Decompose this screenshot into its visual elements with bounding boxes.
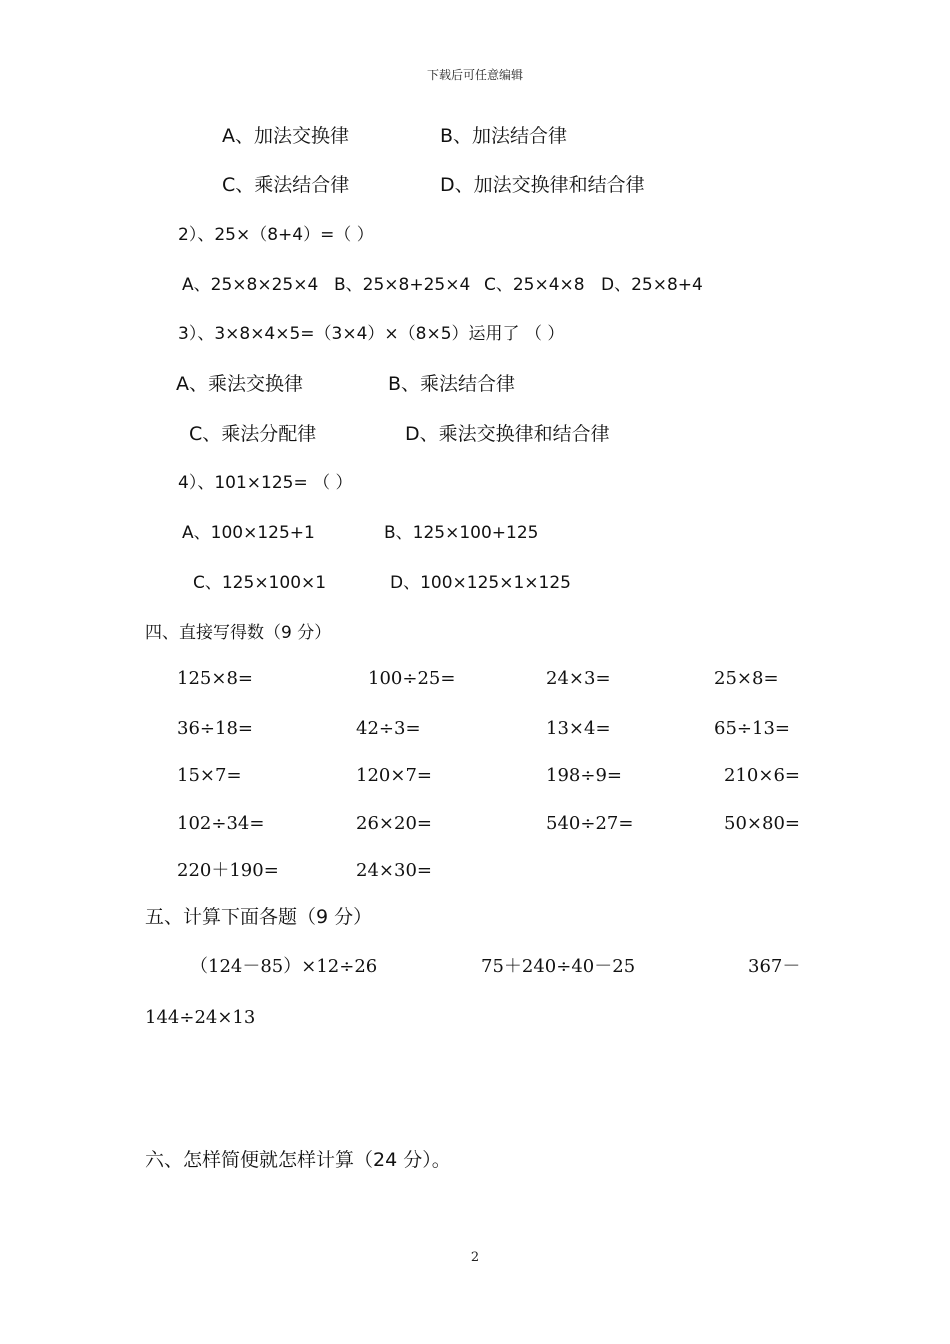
- q4-option-d: D、100×125×1×125: [390, 573, 571, 593]
- s4-item: 102÷34=: [177, 813, 265, 834]
- s4-item: 13×4=: [546, 718, 611, 739]
- q3-stem: 3）、3×8×4×5=（3×4）×（8×5）运用了 （ ）: [178, 324, 565, 344]
- page-header: 下载后可任意编辑: [426, 68, 523, 82]
- s4-item: 210×6=: [724, 765, 800, 786]
- s4-item: 100÷25=: [368, 668, 456, 689]
- section4-title: 四、直接写得数（9 分）: [145, 623, 332, 643]
- q2-option-c: C、25×4×8: [484, 275, 585, 295]
- q2-option-a: A、25×8×25×4: [182, 275, 319, 295]
- s4-item: 24×30=: [356, 860, 432, 881]
- s5-expression-3a: 367－: [748, 956, 801, 977]
- q3-option-b: B、乘法结合律: [388, 373, 516, 395]
- s5-expression-3b: 144÷24×13: [145, 1007, 256, 1028]
- q4-option-c: C、125×100×1: [193, 573, 327, 593]
- q4-option-a: A、100×125+1: [182, 523, 315, 543]
- q2-option-d: D、25×8+4: [601, 275, 703, 295]
- s4-item: 36÷18=: [177, 718, 253, 739]
- q1-option-c: C、乘法结合律: [222, 174, 350, 196]
- q1-option-d: D、加法交换律和结合律: [440, 174, 645, 196]
- s4-item: 26×20=: [356, 813, 432, 834]
- s5-expression-1: （124－85）×12÷26: [190, 956, 378, 977]
- q4-option-b: B、125×100+125: [384, 523, 539, 543]
- s4-item: 65÷13=: [714, 718, 790, 739]
- q1-option-a: A、加法交换律: [222, 125, 349, 147]
- q3-option-a: A、乘法交换律: [176, 373, 303, 395]
- s4-item: 50×80=: [724, 813, 800, 834]
- s4-item: 220＋190=: [177, 860, 279, 881]
- q2-option-b: B、25×8+25×4: [334, 275, 471, 295]
- q3-option-d: D、乘法交换律和结合律: [405, 423, 610, 445]
- s4-item: 15×7=: [177, 765, 242, 786]
- section6-title: 六、怎样简便就怎样计算（24 分）。: [145, 1149, 451, 1171]
- q3-option-c: C、乘法分配律: [189, 423, 317, 445]
- page-number: 2: [470, 1250, 480, 1265]
- s4-item: 125×8=: [177, 668, 253, 689]
- s4-item: 540÷27=: [546, 813, 634, 834]
- s4-item: 120×7=: [356, 765, 432, 786]
- q1-option-b: B、加法结合律: [440, 125, 568, 147]
- q2-stem: 2）、25×（8+4）=（ ）: [178, 225, 374, 245]
- s4-item: 198÷9=: [546, 765, 622, 786]
- s4-item: 25×8=: [714, 668, 779, 689]
- s5-expression-2: 75＋240÷40－25: [481, 956, 636, 977]
- section5-title: 五、计算下面各题（9 分）: [145, 906, 373, 928]
- q4-stem: 4）、101×125= （ ）: [178, 473, 353, 493]
- s4-item: 24×3=: [546, 668, 611, 689]
- s4-item: 42÷3=: [356, 718, 421, 739]
